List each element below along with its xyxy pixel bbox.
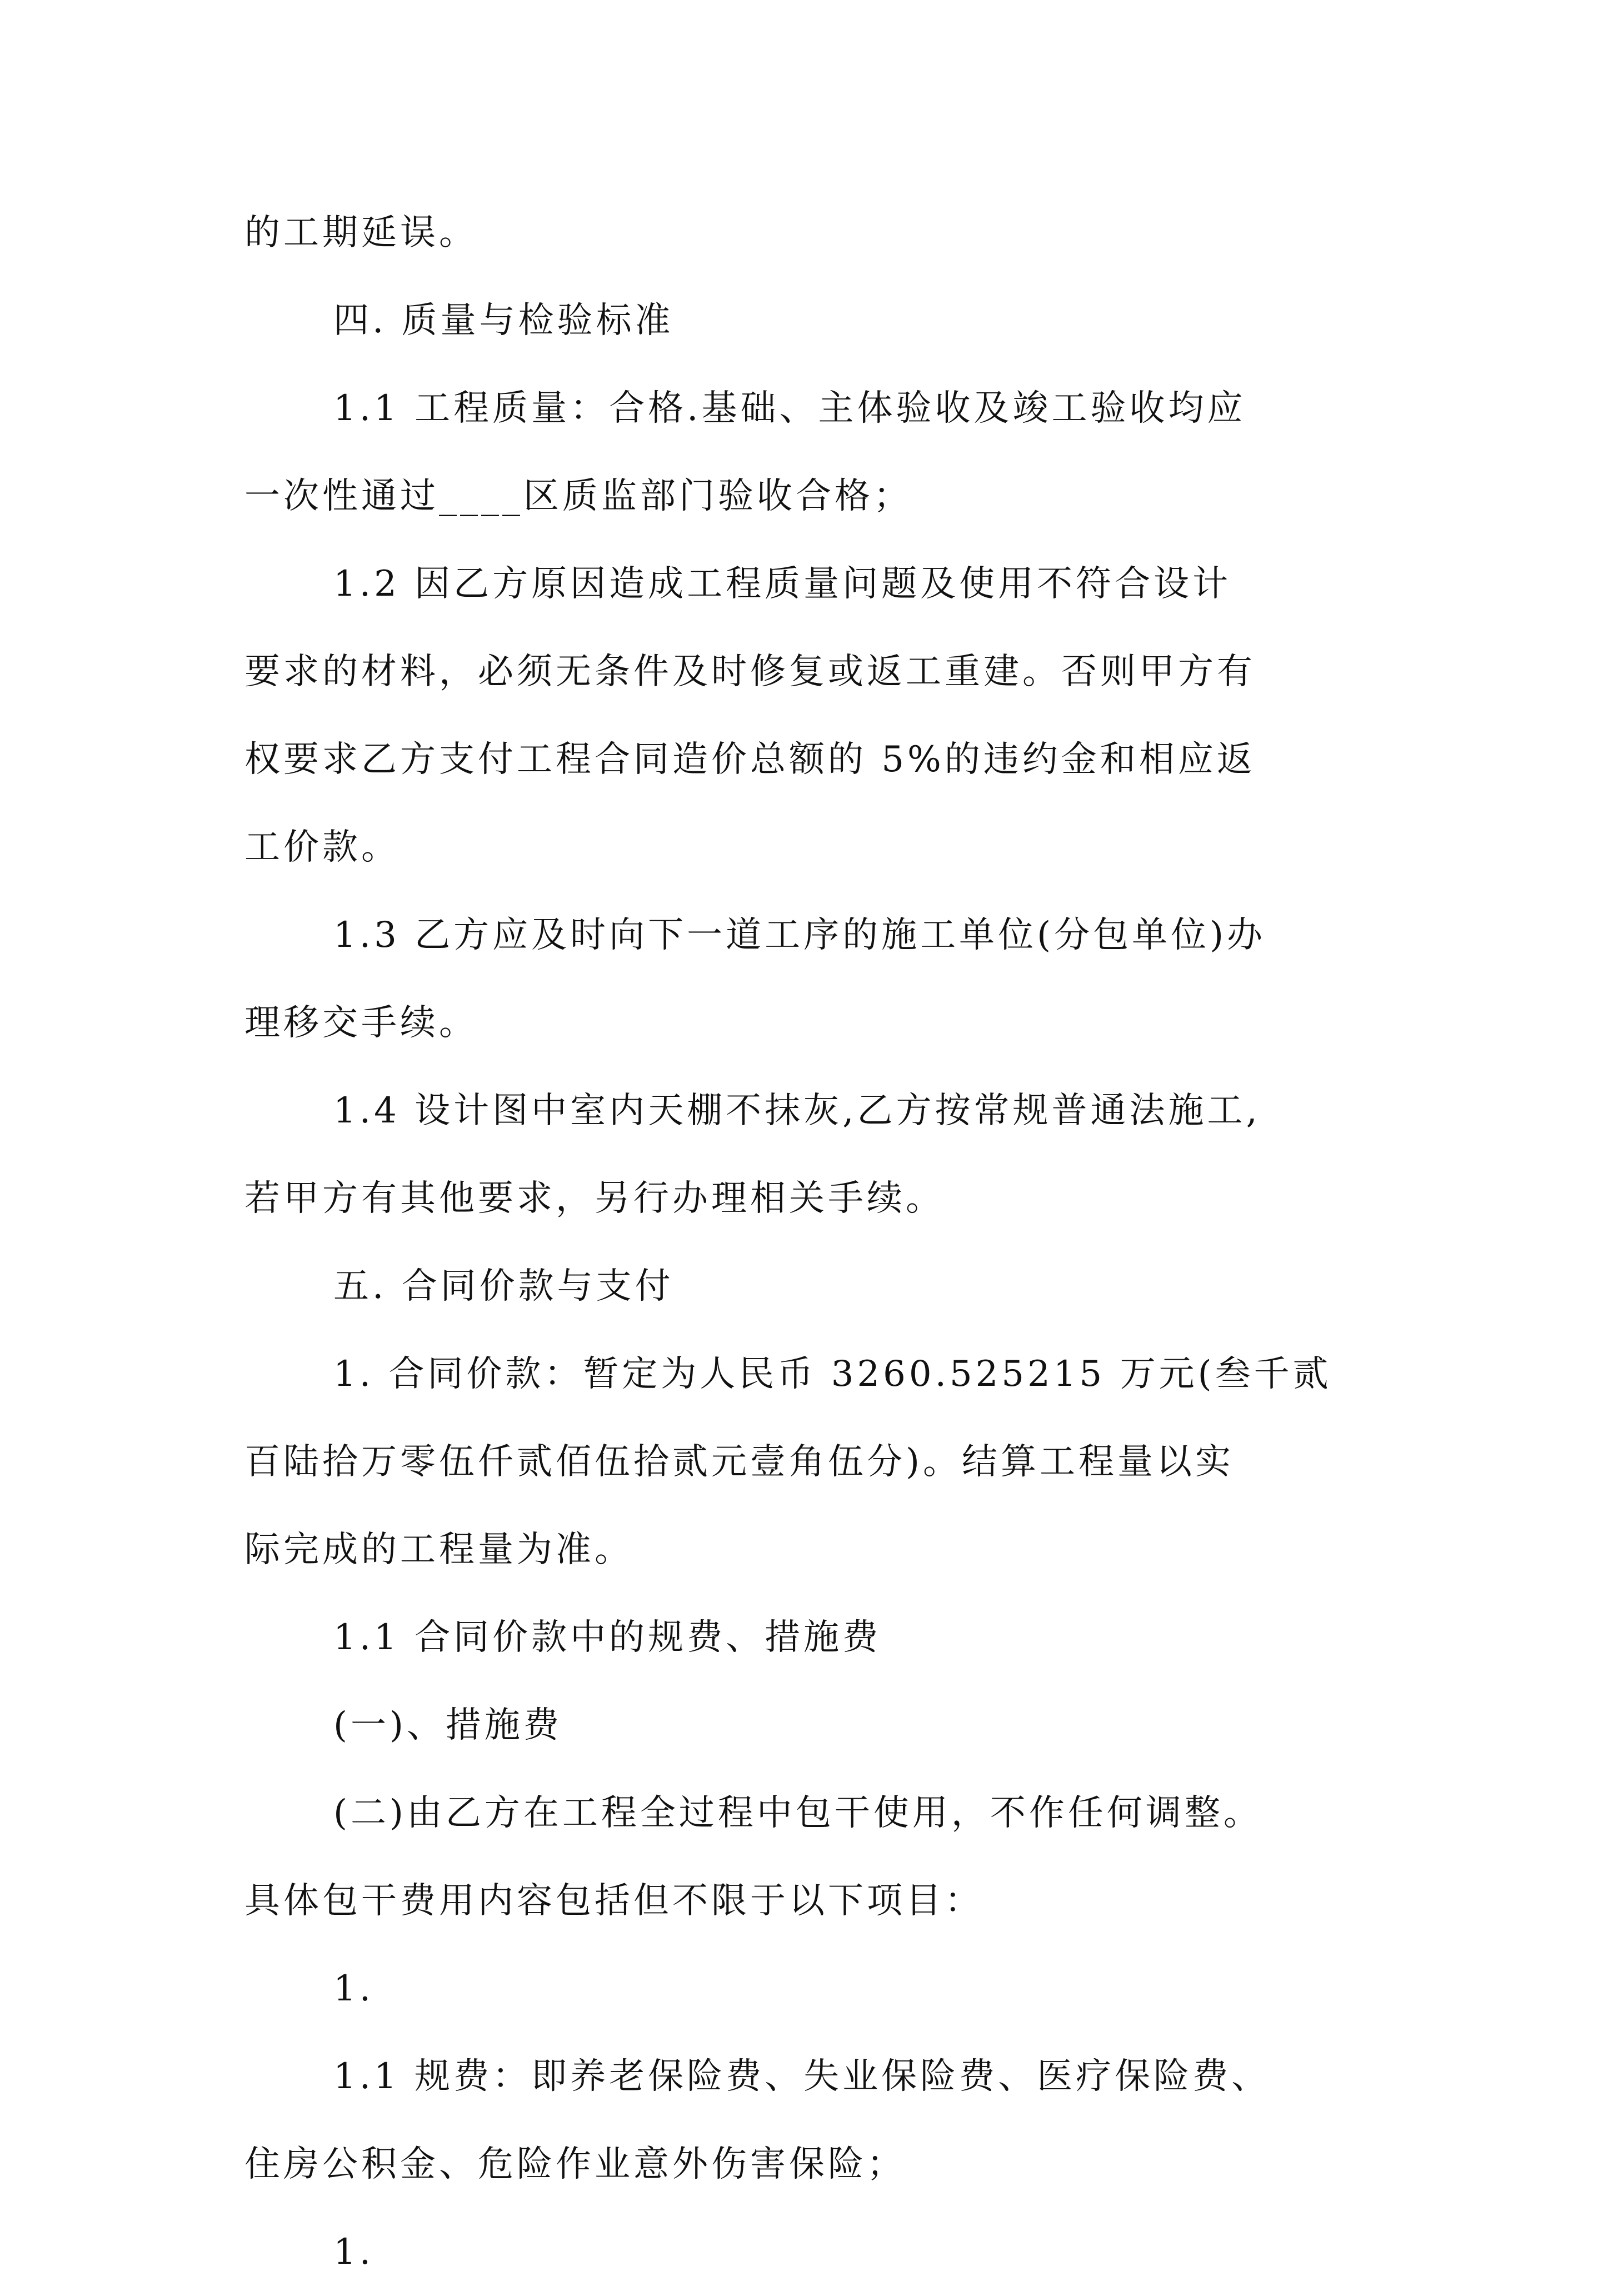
- text-line: 1.2 因乙方原因造成工程质量问题及使用不符合设计: [333, 563, 1232, 605]
- text-line: 一次性通过____区质监部门验收合格；: [244, 476, 912, 517]
- text-line: 1. 合同价款：暂定为人民币 3260.525215 万元(叁千贰: [333, 1354, 1332, 1395]
- text-line: 的工期延误。: [244, 212, 478, 253]
- text-line: 要求的材料，必须无条件及时修复或返工重建。否则甲方有: [244, 651, 1256, 692]
- text-line: 1.3 乙方应及时向下一道工序的施工单位(分包单位)办: [333, 915, 1266, 956]
- text-line: 百陆拾万零伍仟贰佰伍拾贰元壹角伍分)。结算工程量以实: [244, 1441, 1234, 1483]
- text-line: 际完成的工程量为准。: [244, 1529, 633, 1570]
- text-line: 若甲方有其他要求，另行办理相关手续。: [244, 1178, 945, 1219]
- text-line: (二)由乙方在工程全过程中包干使用，不作任何调整。: [333, 1793, 1262, 1834]
- text-line: 工价款。: [244, 827, 400, 868]
- section-heading-price: 五. 合同价款与支付: [333, 1266, 674, 1307]
- text-line: 理移交手续。: [244, 1002, 478, 1044]
- text-line: 具体包干费用内容包括但不限于以下项目：: [244, 1880, 983, 1921]
- text-line: 1.: [333, 2232, 374, 2273]
- text-line: 住房公积金、危险作业意外伤害保险；: [244, 2144, 906, 2185]
- text-line: (一)、措施费: [333, 1705, 562, 1746]
- text-line: 1.4 设计图中室内天棚不抹灰,乙方按常规普通法施工,: [333, 1090, 1261, 1131]
- section-heading-quality: 四. 质量与检验标准: [333, 300, 674, 341]
- text-line: 1.: [333, 1968, 374, 2009]
- document-body: [244, 189, 1372, 2296]
- text-line: 1.1 合同价款中的规费、措施费: [333, 1617, 882, 1658]
- text-line: 权要求乙方支付工程合同造价总额的 5%的违约金和相应返: [244, 739, 1256, 780]
- text-line: 1.1 规费：即养老保险费、失业保险费、医疗保险费、: [333, 2056, 1271, 2097]
- text-line: 1.1 工程质量：合格.基础、主体验收及竣工验收均应: [333, 388, 1246, 429]
